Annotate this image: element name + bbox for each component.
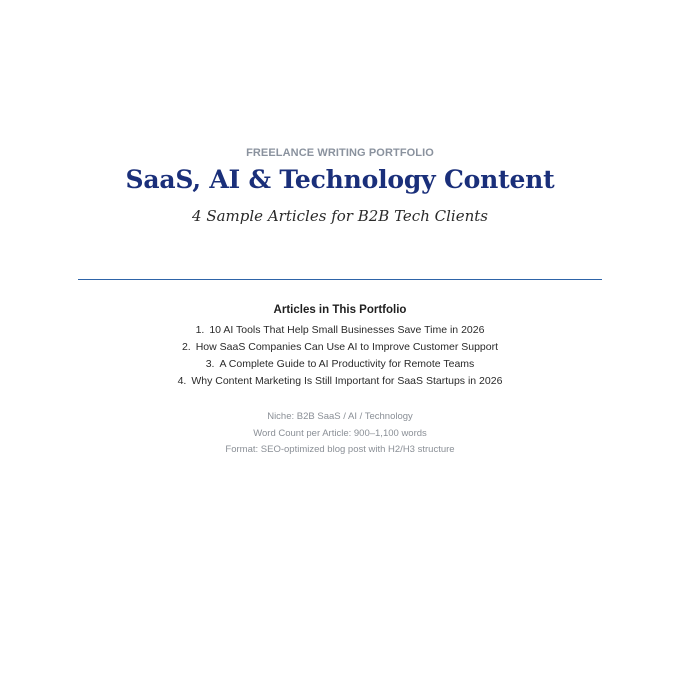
article-list xyxy=(0,322,680,390)
list-item-title: 10 AI Tools That Help Small Businesses Save Time in 2026 xyxy=(209,324,485,336)
portfolio-details xyxy=(0,409,680,459)
list-item-title: Why Content Marketing Is Still Important for SaaS Startups in 2026 xyxy=(191,375,503,387)
list-item-number: 2. xyxy=(181,341,191,353)
list-item xyxy=(0,373,680,390)
word-count-text: Word Count per Article: 900–1,100 words xyxy=(253,427,427,439)
list-item-title: How SaaS Companies Can Use AI to Improve Customer Support xyxy=(195,341,499,353)
list-item xyxy=(0,322,680,339)
list-item-number: 3. xyxy=(205,358,215,370)
format-text: Format: SEO-optimized blog post with H2/H3 structure xyxy=(225,444,455,455)
page-subtitle: 4 Sample Articles for B2B Tech Clients xyxy=(192,207,488,225)
list-item-number: 4. xyxy=(177,375,187,387)
portfolio-kicker: FREELANCE WRITING PORTFOLIO xyxy=(246,147,434,159)
articles-heading: Articles in This Portfolio xyxy=(273,304,407,316)
page-title: SaaS, AI & Technology Content xyxy=(125,165,555,194)
list-item xyxy=(0,356,680,373)
niche-text: Niche: B2B SaaS / AI / Technology xyxy=(267,411,413,422)
list-item xyxy=(0,339,680,356)
list-item-number: 1. xyxy=(195,324,205,336)
list-item-title: A Complete Guide to AI Productivity for Remote Teams xyxy=(219,358,475,370)
divider-rule xyxy=(78,279,602,280)
